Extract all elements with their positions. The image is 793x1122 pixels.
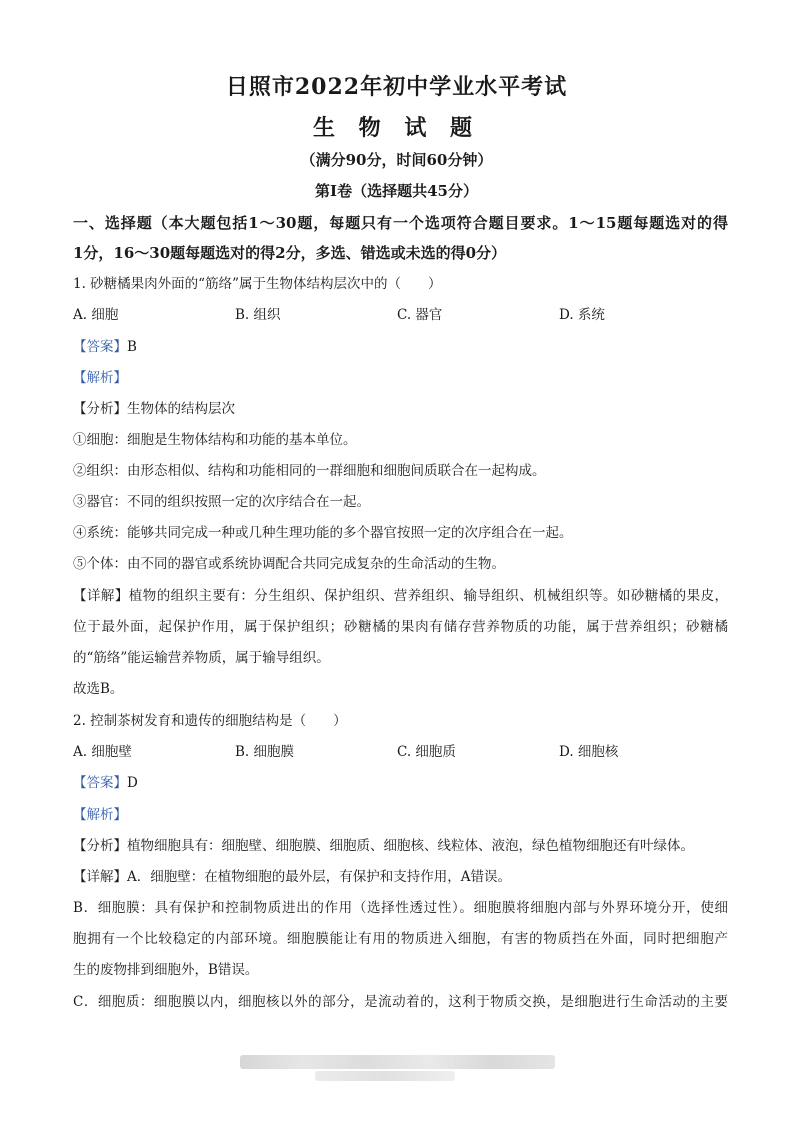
exam-info: （满分90分，时间60分钟） bbox=[300, 151, 493, 169]
instructions-line-2: 1分，16～30题每题选对的得2分，多选、错选或未选的得0分） bbox=[73, 244, 507, 262]
q1-answer-tag: 【答案】 bbox=[73, 339, 127, 355]
q1-option-c: C. 器官 bbox=[397, 307, 443, 323]
q1-point-4: ④系统：能够共同完成一种或几种生理功能的多个器官按照一定的次序组合在一起。 bbox=[73, 525, 573, 541]
q2-detail-tag: 【详解】 bbox=[73, 869, 127, 885]
q1-detail-tag: 【详解】 bbox=[73, 588, 129, 604]
q2-fenxi-row bbox=[73, 836, 728, 856]
q1-option-a: A. 细胞 bbox=[73, 307, 119, 323]
q1-detail-text-1: 植物的组织主要有：分生组织、保护组织、营养组织、输导组织、机械组织等。如砂糖橘的果皮， bbox=[128, 588, 729, 604]
q1-answer-row bbox=[73, 337, 728, 357]
q2-option-a: A. 细胞壁 bbox=[73, 744, 132, 760]
q2-detail-a-row bbox=[73, 867, 728, 887]
q1-detail-line-3: 的“筋络”能运输营养物质，属于输导组织。 bbox=[73, 650, 330, 666]
q1-point-2: ②组织：由形态相似、结构和功能相同的一群细胞和细胞间质联合在一起构成。 bbox=[73, 463, 546, 479]
q1-fenxi-row bbox=[73, 399, 728, 419]
q2-fenxi-text: 植物细胞具有：细胞壁、细胞膜、细胞质、细胞核、线粒体、液泡，绿色植物细胞还有叶绿体。 bbox=[127, 838, 694, 854]
section-title: 第Ⅰ卷（选择题共45分） bbox=[315, 182, 478, 200]
q2-option-d: D. 细胞核 bbox=[559, 744, 619, 760]
exam-title: 日照市2022年初中学业水平考试 bbox=[225, 74, 568, 100]
q1-option-b: B. 组织 bbox=[235, 307, 281, 323]
q2-option-c: C. 细胞质 bbox=[397, 744, 456, 760]
blurred-watermark-small bbox=[315, 1071, 455, 1081]
q2-answer-tag: 【答案】 bbox=[73, 775, 127, 791]
q1-option-d: D. 系统 bbox=[559, 307, 605, 323]
q1-point-5: ⑤个体：由不同的器官或系统协调配合共同完成复杂的生命活动的生物。 bbox=[73, 556, 505, 572]
q2-fenxi-tag: 【分析】 bbox=[73, 838, 127, 854]
q1-point-3: ③器官：不同的组织按照一定的次序结合在一起。 bbox=[73, 494, 370, 510]
subject-title: 生 物 试 题 bbox=[313, 115, 480, 141]
q1-answer-value: B bbox=[127, 339, 137, 355]
q2-answer-row bbox=[73, 773, 728, 793]
q1-point-1: ①细胞：细胞是生物体结构和功能的基本单位。 bbox=[73, 432, 357, 448]
q1-conclusion: 故选B。 bbox=[73, 681, 124, 697]
q2-answer-value: D bbox=[127, 775, 138, 791]
q2-detail-c-line-1: C．细胞质：细胞膜以内，细胞核以外的部分，是流动着的，这利于物质交换，是细胞进行生命活动的主要 bbox=[73, 994, 728, 1010]
q2-analysis-row bbox=[73, 805, 728, 825]
blurred-watermark bbox=[240, 1055, 555, 1069]
q2-analysis-tag: 【解析】 bbox=[73, 807, 127, 823]
q2-detail-b-line-3: 生的废物排到细胞外，B错误。 bbox=[73, 962, 259, 978]
q1-fenxi-tag: 【分析】 bbox=[73, 401, 127, 417]
question-2-stem: 2. 控制茶树发育和遗传的细胞结构是（ ） bbox=[73, 713, 347, 729]
q1-detail-line-2: 位于最外面，起保护作用，属于保护组织；砂糖橘的果肉有储存营养物质的功能，属于营养组织；砂糖橘 bbox=[73, 619, 728, 635]
q1-fenxi-text: 生物体的结构层次 bbox=[127, 401, 235, 417]
q2-detail-a-text: A．细胞壁：在植物细胞的最外层，有保护和支持作用，A错误。 bbox=[127, 869, 511, 885]
instructions-line-1: 一、选择题（本大题包括1～30题，每题只有一个选项符合题目要求。1～15题每题选对的得 bbox=[73, 214, 728, 232]
q1-analysis-tag: 【解析】 bbox=[73, 370, 127, 386]
q2-detail-b-line-2: 胞拥有一个比较稳定的内部环境。细胞膜能让有用的物质进入细胞，有害的物质挡在外面，同时把细胞产 bbox=[73, 931, 728, 947]
q2-option-b: B. 细胞膜 bbox=[235, 744, 295, 760]
question-1-stem: 1. 砂糖橘果肉外面的“筋络”属于生物体结构层次中的（ ） bbox=[73, 276, 442, 292]
q1-analysis-row bbox=[73, 368, 728, 388]
q1-detail-line-1 bbox=[73, 586, 728, 606]
q2-detail-b-line-1: B．细胞膜：具有保护和控制物质进出的作用（选择性透过性）。细胞膜将细胞内部与外界环境分开，使细 bbox=[73, 900, 728, 916]
